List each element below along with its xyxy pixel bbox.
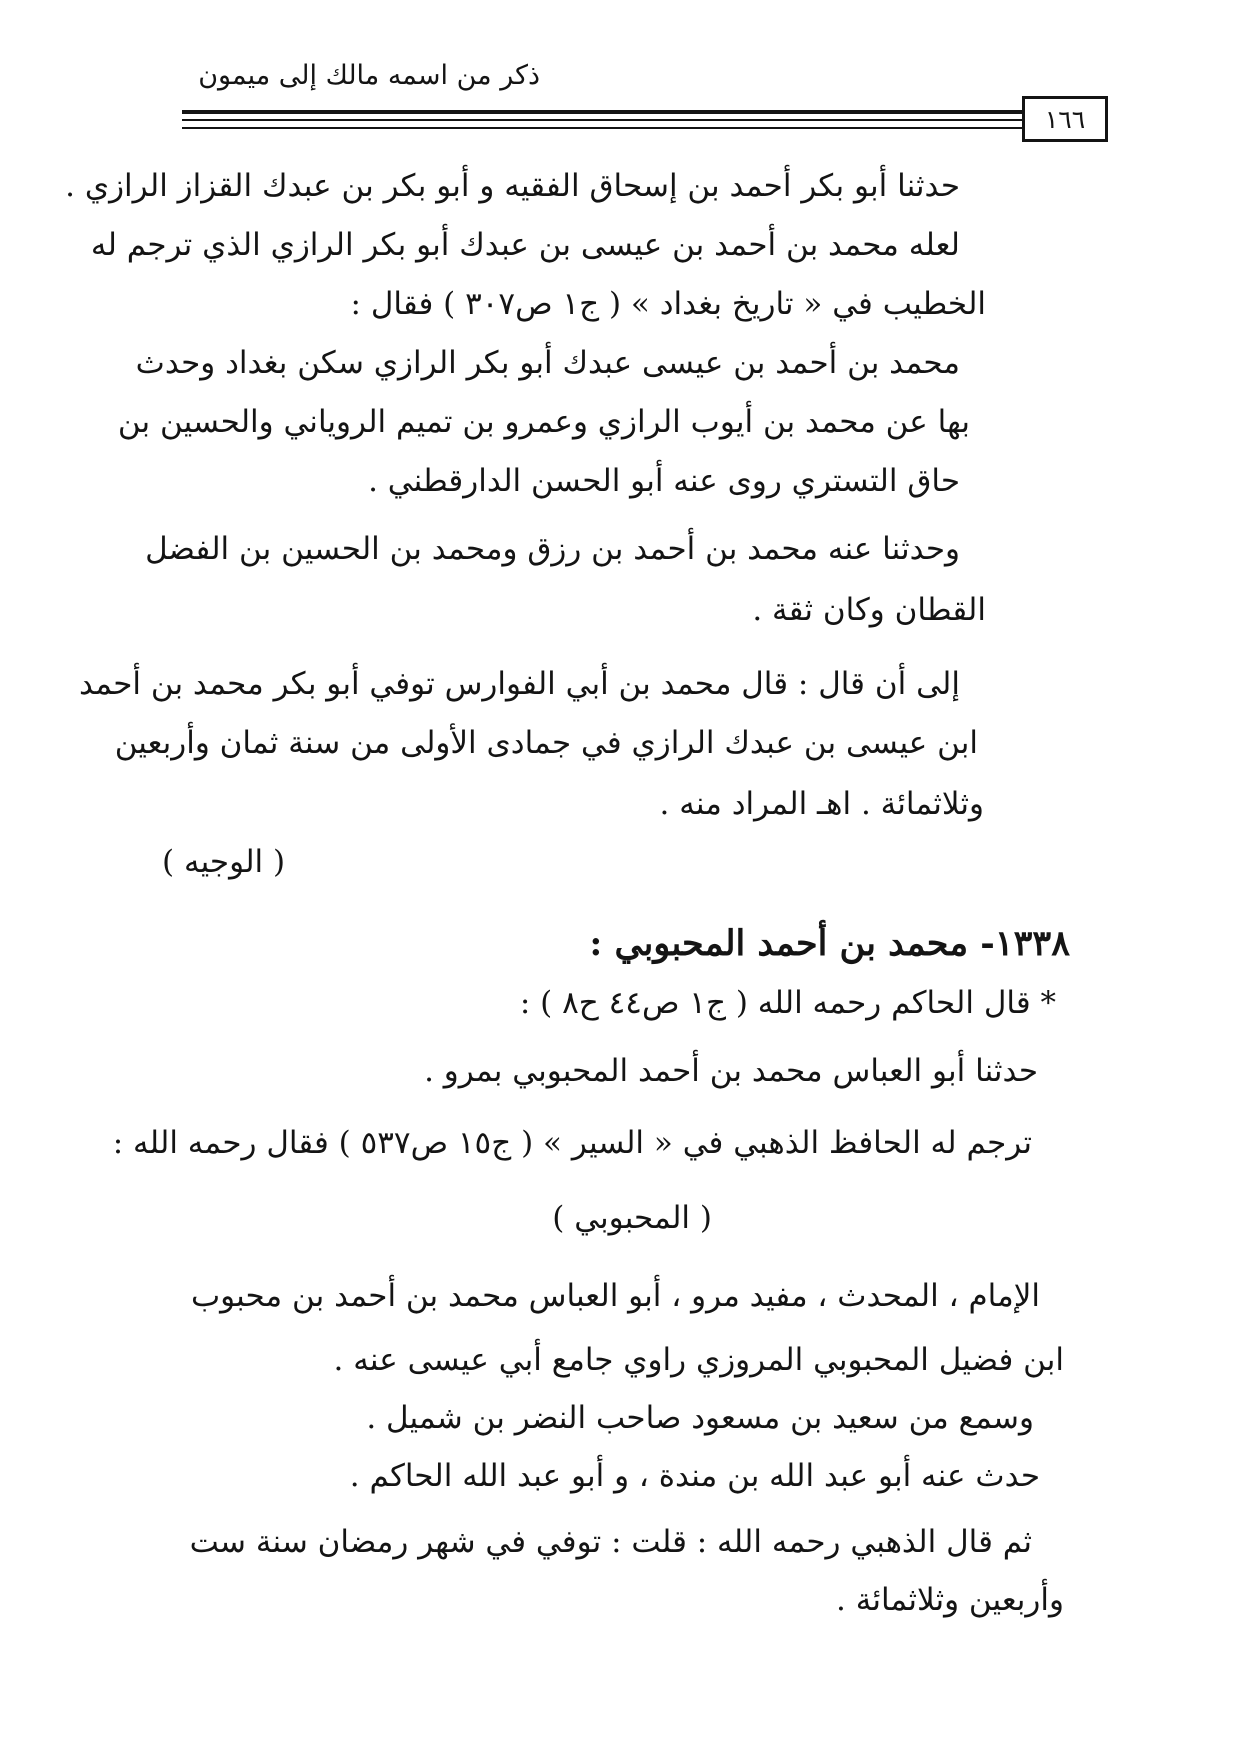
header-rule-thick bbox=[182, 110, 1024, 114]
text-line: محمد بن أحمد بن عيسى عبدك أبو بكر الرازي سكن بغداد وحدث bbox=[135, 345, 960, 381]
text-line: ترجم له الحافظ الذهبي في « السير » ( ج١٥ ص٥٣٧ ) فقال رحمه الله : bbox=[112, 1125, 1032, 1161]
header-rule-thin bbox=[182, 119, 1024, 121]
text-line: ثم قال الذهبي رحمه الله : قلت : توفي في شهر رمضان سنة ست bbox=[189, 1524, 1032, 1560]
text-line: بها عن محمد بن أيوب الرازي وعمرو بن تميم الروياني والحسين بن bbox=[117, 404, 970, 440]
text-line: حدثنا أبو العباس محمد بن أحمد المحبوبي بمرو . bbox=[424, 1053, 1038, 1089]
text-line: الإمام ، المحدث ، مفيد مرو ، أبو العباس محمد بن أحمد بن محبوب bbox=[190, 1278, 1040, 1314]
text-line: حاق التستري روى عنه أبو الحسن الدارقطني . bbox=[368, 463, 960, 499]
source-label: ( الوجيه ) bbox=[162, 844, 286, 880]
text-line: حدثنا أبو بكر أحمد بن إسحاق الفقيه و أبو بكر بن عبدك القزاز الرازي . bbox=[65, 168, 960, 204]
text-line: ابن فضيل المحبوبي المروزي راوي جامع أبي عيسى عنه . bbox=[333, 1342, 1064, 1378]
text-line: وثلاثمائة . اهـ المراد منه . bbox=[659, 786, 984, 822]
text-line: * قال الحاكم رحمه الله ( ج١ ص٤٤ ح٨ ) : bbox=[519, 985, 1056, 1021]
text-line: الخطيب في « تاريخ بغداد » ( ج١ ص٣٠٧ ) فقال : bbox=[350, 286, 986, 322]
text-line: القطان وكان ثقة . bbox=[752, 592, 986, 628]
entry-heading: ١٣٣٨- محمد بن أحمد المحبوبي : bbox=[589, 923, 1070, 964]
page-number: ١٦٦ bbox=[1044, 104, 1086, 134]
text-line: حدث عنه أبو عبد الله بن مندة ، و أبو عبد الله الحاكم . bbox=[349, 1458, 1040, 1494]
text-line: وسمع من سعيد بن مسعود صاحب النضر بن شميل . bbox=[366, 1400, 1034, 1436]
text-line: ابن عيسى بن عبدك الرازي في جمادى الأولى من سنة ثمان وأربعين bbox=[114, 725, 978, 761]
text-line: وأربعين وثلاثمائة . bbox=[836, 1582, 1064, 1618]
text-line: وحدثنا عنه محمد بن أحمد بن رزق ومحمد بن الحسين بن الفضل bbox=[145, 531, 960, 567]
running-title: ذكر من اسمه مالك إلى ميمون bbox=[198, 60, 540, 91]
page-number-box bbox=[1022, 96, 1108, 142]
subheading: ( المحبوبي ) bbox=[552, 1200, 712, 1236]
text-line: لعله محمد بن أحمد بن عيسى بن عبدك أبو بكر الرازي الذي ترجم له bbox=[90, 227, 960, 263]
header-rule-thin-lower bbox=[182, 127, 1024, 129]
text-line: إلى أن قال : قال محمد بن أبي الفوارس توفي أبو بكر محمد بن أحمد bbox=[79, 666, 960, 702]
